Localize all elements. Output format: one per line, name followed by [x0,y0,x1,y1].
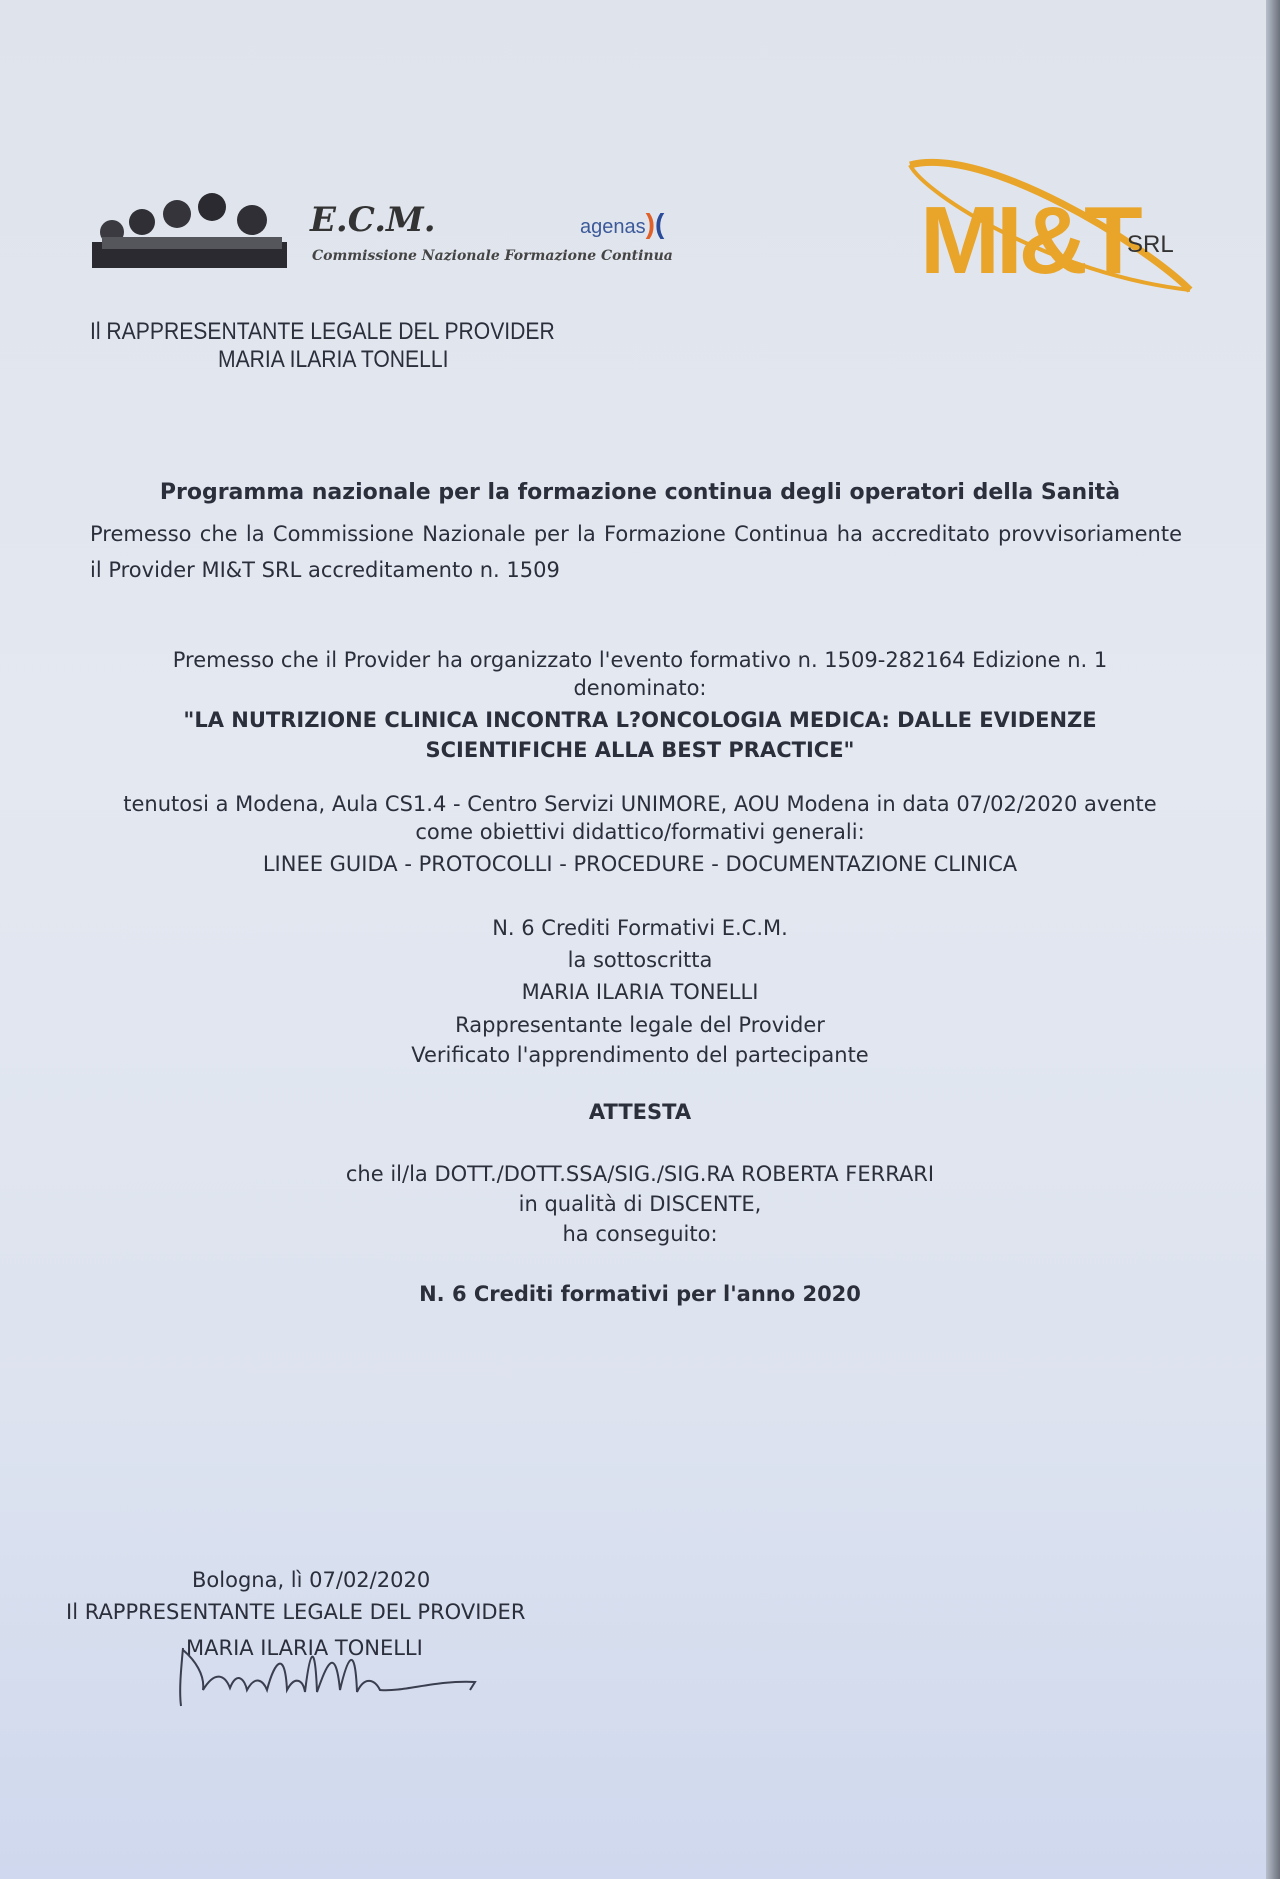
mit-logo-suffix: SRL [1127,231,1174,258]
program-heading: Programma nazionale per la formazione continua degli operatori della Sanità [159,480,1121,505]
mit-logo [905,155,1195,305]
footer-place-date: Bologna, lì 07/02/2020 [192,1568,431,1592]
ecm-logo-title: E.C.M. [310,200,436,240]
ecm-logo-image [92,192,292,270]
header-legal-rep-name: MARIA ILARIA TONELLI [218,346,449,373]
participant-line: che il/la DOTT./DOTT.SSA/SIG./SIG.RA ROBERTA FERRARI [345,1162,935,1186]
footer-legal-rep-label: Il RAPPRESENTANTE LEGALE DEL PROVIDER [66,1600,526,1624]
event-location-line-2: come obiettivi didattico/formativi generali: [415,820,865,844]
footer-legal-rep-name: MARIA ILARIA TONELLI [186,1636,423,1660]
participant-role: in qualità di DISCENTE, [518,1192,762,1216]
verified-statement: Verificato l'apprendimento del partecipante [411,1043,869,1067]
agenas-logo: agenas)( [580,208,665,239]
header-legal-rep-label: Il RAPPRESENTANTE LEGALE DEL PROVIDER [90,318,555,345]
ecm-logo-subtitle: Commissione Nazionale Formazione Continua [312,248,673,264]
handwritten-signature [175,1630,485,1714]
attesta-heading: ATTESTA [588,1100,692,1124]
agenas-logo-text: agenas [580,216,646,238]
undersigned-label: la sottoscritta [567,948,713,972]
achieved-label: ha conseguito: [562,1222,718,1246]
credits-line: N. 6 Crediti Formativi E.C.M. [492,916,788,940]
undersigned-name: MARIA ILARIA TONELLI [521,980,759,1004]
undersigned-role: Rappresentante legale del Provider [455,1013,825,1037]
premise-event: Premesso che il Provider ha organizzato l'evento formativo n. 1509-282164 Edizione n. 1 [172,648,1108,672]
event-objectives: LINEE GUIDA - PROTOCOLLI - PROCEDURE - DOCUMENTAZIONE CLINICA [262,852,1018,876]
event-title-line-2: SCIENTIFICHE ALLA BEST PRACTICE" [425,738,855,762]
premise-accreditation: Premesso che la Commissione Nazionale per la Formazione Continua ha accreditato provvisoriamente il Provider MI&T SRL accreditamento n. 1509 [90,522,1182,582]
event-location-line-1: tenutosi a Modena, Aula CS1.4 - Centro Servizi UNIMORE, AOU Modena in data 07/02/2020 avente [123,792,1157,816]
denominated-label: denominato: [573,676,707,700]
mit-logo-mark: MI&T [920,187,1139,294]
credits-result: N. 6 Crediti formativi per l'anno 2020 [419,1282,861,1306]
event-title-line-1: "LA NUTRIZIONE CLINICA INCONTRA L?ONCOLOGIA MEDICA: DALLE EVIDENZE [183,708,1097,732]
